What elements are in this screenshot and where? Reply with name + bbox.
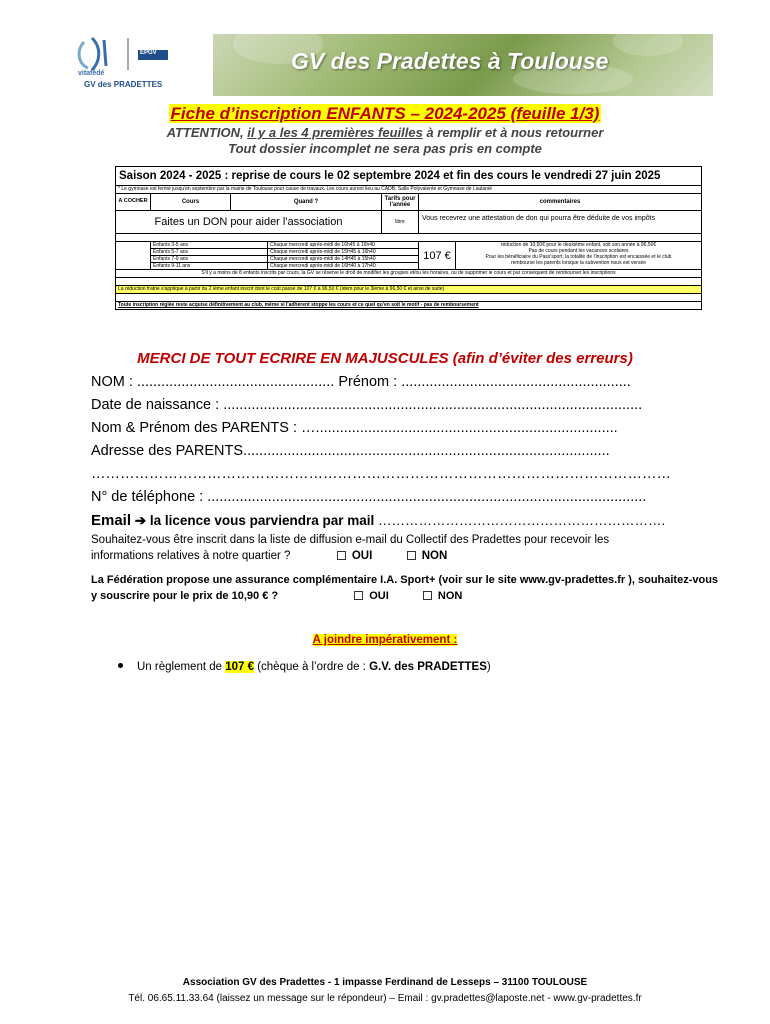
don-label: Faites un DON pour aider l'association — [116, 211, 382, 233]
col-quand: Quand ? — [231, 194, 382, 211]
attention-line2: Tout dossier incomplet ne sera pas pris en compte — [228, 141, 542, 156]
class-name: Enfants 3-5 ans — [151, 242, 267, 249]
payment-payee: G.V. des PRADETTES — [369, 661, 487, 673]
reduction-note: La réduction fratrie s'applique à partir du 2 ième enfant inscrit dont le coût passe de 107 € à 96,50 € (idem pour le 3ième à 96,50 € et ainsi de suite) — [116, 286, 701, 294]
insurance-question — [91, 572, 721, 604]
attach-heading — [0, 630, 770, 648]
season-table — [115, 166, 702, 310]
payment-amount: 107 € — [225, 661, 254, 673]
don-tarif: libre — [382, 211, 419, 233]
class-note: Pour les bénéficiaire du Pass'sport, la totalité de l'inscription est encaissée et le club — [485, 254, 672, 260]
adresse-line2-field[interactable]: ………………………………………………………………………………………………………… — [91, 466, 671, 482]
email-label: Email — [91, 512, 132, 529]
newsletter-non-label: NON — [421, 550, 448, 562]
attach-title: A joindre impérativement : — [312, 634, 458, 646]
class-name: Enfants 5-7 ans — [151, 249, 267, 256]
min-note: S'il y a moins de 8 enfants inscrits par cours, la GV se réserve le droit de modifier les groupes et/ou les horaires, ou de supprimer le cours et par conséquent de rembourser les inscriptions — [116, 270, 701, 278]
class-time: Chaque mercredi après-midi de 16h45 à 16h40 — [268, 242, 418, 249]
header-banner — [213, 34, 713, 96]
class-time: Chaque mercredi après-midi de 16H40 à 17h40 — [270, 263, 376, 269]
telephone-field[interactable]: N° de téléphone : ............................................................................................................. — [91, 489, 647, 505]
logo-vitafede: vitafédé — [78, 70, 105, 77]
class-times — [268, 242, 419, 269]
refund-note: Toute inscription réglée reste acquise définitivement au club, même si l'adhérent stoppe les cours et ce quel qu'en soit le motif - pas de remboursement — [118, 302, 479, 308]
nom-prenom-field[interactable]: NOM : ................................................. Prénom : ......................................................... — [91, 374, 631, 390]
payment-text-a: Un règlement de — [137, 661, 226, 673]
bullet-icon — [118, 663, 123, 668]
table-header-row — [116, 194, 701, 211]
club-logo — [70, 30, 190, 96]
class-note: rembourse les parents lorsque la subvention nous est versée — [510, 260, 647, 266]
attention-b: il y a les 4 premières feuilles — [247, 125, 423, 140]
newsletter-oui-label: OUI — [351, 550, 373, 562]
class-notes — [456, 242, 701, 269]
attention-notice — [0, 125, 770, 157]
class-note: réduction de 10,50€ pour le deuxième enfant, soit son année à 96,50€ — [500, 242, 657, 248]
gym-note: * Le gymnase est fermé jusqu'en septembre par la mairie de Toulouse pour cause de travaux. Les cours auront lieu au CADB, Salle Polyvalente et Gymnase de Laulanié — [116, 186, 701, 194]
col-comment: commentaires — [419, 194, 701, 211]
classes-block — [116, 242, 701, 270]
adresse-field[interactable]: Adresse des PARENTS........................................................................................... — [91, 443, 610, 459]
newsletter-oui-checkbox[interactable] — [337, 551, 346, 560]
logo-club-name: GV des PRADETTES — [84, 80, 163, 89]
insurance-oui-label: OUI — [369, 590, 389, 602]
class-name: Enfants 7-9 ans — [151, 256, 267, 263]
class-time: Chaque mercredi après-midi de 15H45 à 16h40 — [268, 249, 418, 256]
col-cocher: A COCHER — [116, 194, 151, 211]
don-comment: Vous recevrez une attestation de don qui pourra être déduite de vos impôts — [422, 215, 656, 222]
banner-title: GV des Pradettes à Toulouse — [291, 48, 609, 74]
insurance-text: La Fédération propose une assurance complémentaire I.A. Sport+ (voir sur le site www.gv-pradettes.fr ), souhaitez-vous y souscrire pour le prix de 10,90 € ? — [91, 574, 719, 602]
arrow-right-icon: ➔ — [134, 513, 147, 528]
naissance-field[interactable]: Date de naissance : ........................................................................................................ — [91, 397, 643, 413]
email-field[interactable] — [91, 512, 665, 529]
checkbox-column[interactable] — [116, 242, 151, 269]
newsletter-question — [91, 532, 651, 564]
email-dots: ………………………………………………………. — [377, 513, 666, 528]
email-note: la licence vous parviendra par mail — [149, 513, 378, 528]
attention-a: ATTENTION, — [166, 125, 248, 140]
payment-text-d: ) — [486, 661, 491, 673]
newsletter-text: Souhaitez-vous être inscrit dans la liste de diffusion e-mail du Collectif des Pradettes pour recevoir les informations relatives à notre quartier ? — [91, 534, 610, 562]
insurance-non-checkbox[interactable] — [423, 591, 432, 600]
class-time: Chaque mercredi après-midi de 14H45 à 15h40 — [268, 256, 418, 263]
form-title — [0, 104, 770, 124]
merci-notice: MERCI DE TOUT ECRIRE EN MAJUSCULES (afin d’éviter des erreurs) — [137, 350, 633, 367]
insurance-oui-checkbox[interactable] — [354, 591, 363, 600]
class-note: Pas de cours pendant les vacances scolaires — [528, 248, 629, 254]
insurance-non-label: NON — [437, 590, 463, 602]
don-row — [116, 211, 701, 234]
spacer-row — [116, 234, 701, 242]
spacer-row — [116, 294, 701, 302]
season-heading: Saison 2024 - 2025 : reprise de cours le 02 septembre 2024 et fin des cours le vendredi 27 juin 2025 — [116, 167, 701, 186]
attention-c: à remplir et à nous retourner — [422, 125, 604, 140]
payment-text-b: (chèque à l’ordre de : — [254, 661, 370, 673]
col-tarifs: Tarifs pour l'année — [382, 194, 419, 211]
footer-address: Association GV des Pradettes - 1 impasse Ferdinand de Lesseps – 31100 TOULOUSE — [182, 977, 588, 988]
class-name: Enfants 9-11 ans — [153, 263, 191, 269]
parents-field[interactable]: Nom & Prénom des PARENTS : …........................................................................... — [91, 420, 618, 436]
col-cours: Cours — [151, 194, 231, 211]
class-price: 107 € — [419, 242, 456, 269]
newsletter-non-checkbox[interactable] — [407, 551, 416, 560]
form-title-text: Fiche d’inscription ENFANTS – 2024-2025 (feuille 1/3) — [170, 104, 600, 123]
payment-item — [118, 661, 491, 673]
class-names — [151, 242, 268, 269]
footer-contact: Tél. 06.65.11.33.64 (laissez un message sur le répondeur) – Email : gv.pradettes@laposte.net - www.gv-pradettes.fr — [128, 993, 642, 1004]
spacer-row — [116, 278, 701, 286]
logo-epgv: EPGV — [140, 50, 157, 56]
